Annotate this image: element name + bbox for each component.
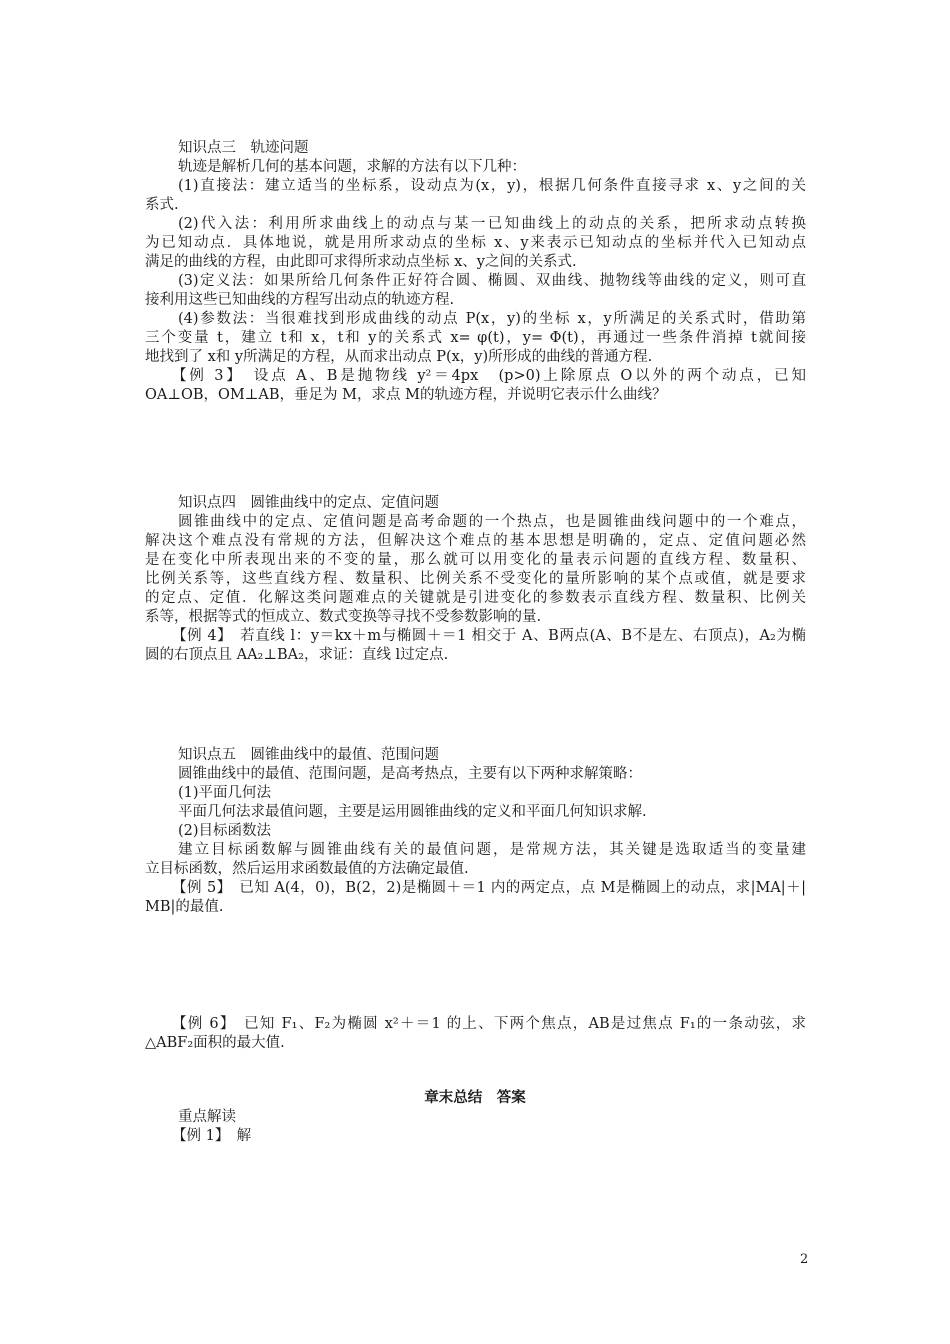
method4-line1: (4)参数法：当很难找到形成曲线的动点 P(x，y)的坐标 x，y所满足的关系式时，借助第 — [178, 311, 806, 327]
strategy1-text: 平面几何法求最值问题，主要是运用圆锥曲线的定义和平面几何知识求解. — [178, 804, 647, 820]
method2-line1: (2)代入法：利用所求曲线上的动点与某一已知曲线上的动点的关系，把所求动点转换 — [178, 216, 806, 232]
example6-line2: △ABF₂面积的最大值. — [145, 1035, 285, 1051]
example4-line2: 圆的右顶点且 AA₂⊥BA₂，求证：直线 l过定点. — [145, 647, 449, 663]
example3-line2: OA⊥OB，OM⊥AB，垂足为 M，求点 M的轨迹方程，并说明它表示什么曲线？ — [145, 387, 667, 403]
section4-para-line6: 系等，根据等式的恒成立、数式变换等寻找不受参数影响的量. — [145, 609, 542, 625]
example4-line1: 【例 4】 若直线 l：y＝kx＋m与椭圆＋＝1 相交于 A、B两点(A、B不是左、右顶点)，A₂为椭 — [172, 628, 806, 644]
answers-title: 章末总结 答案 — [424, 1090, 526, 1106]
section3-intro: 轨迹是解析几何的基本问题，求解的方法有以下几种： — [178, 159, 526, 175]
method2-line2: 为已知动点．具体地说，就是用所求动点的坐标 x、y来表示已知动点的坐标并代入已知动点 — [145, 235, 806, 251]
method3-line1: (3)定义法：如果所给几何条件正好符合圆、椭圆、双曲线、抛物线等曲线的定义，则可直 — [178, 273, 806, 289]
section5-intro: 圆锥曲线中的最值、范围问题，是高考热点，主要有以下两种求解策略： — [178, 766, 642, 782]
example5-line2: MB|的最值. — [145, 899, 224, 915]
example5-line1: 【例 5】 已知 A(4，0)，B(2，2)是椭圆＋＝1 内的两定点，点 M是椭圆上的动点，求|MA|＋| — [172, 880, 806, 896]
method1-line1: (1)直接法：建立适当的坐标系，设动点为(x，y)，根据几何条件直接寻求 x、y之间的关 — [178, 178, 806, 194]
strategy2-line1: 建立目标函数解与圆锥曲线有关的最值问题，是常规方法，其关键是选取适当的变量建 — [178, 842, 806, 858]
strategy2-line2: 立目标函数，然后运用求函数最值的方法确定最值. — [145, 861, 469, 877]
section4-para-line5: 的定点、定值．化解这类问题难点的关键就是引进变化的参数表示直线方程、数量积、比例关 — [145, 590, 806, 606]
section4-para-line1: 圆锥曲线中的定点、定值问题是高考命题的一个热点，也是圆锥曲线问题中的一个难点， — [178, 514, 806, 530]
section4-para-line2: 解决这个难点没有常规的方法，但解决这个难点的基本思想是明确的，定点、定值问题必然 — [145, 533, 806, 549]
section4-title: 知识点四 圆锥曲线中的定点、定值问题 — [178, 495, 439, 511]
method4-line2: 三个变量 t，建立 t和 x，t和 y的关系式 x= φ(t)，y= Φ(t)，再通过一些条件消掉 t就间接 — [145, 330, 806, 346]
section4-para-line3: 是在变化中所表现出来的不变的量，那么就可以用变化的量表示问题的直线方程、数量积、 — [145, 552, 806, 568]
method1-line2: 系式. — [145, 197, 179, 213]
answer-example1: 【例 1】 解 — [172, 1128, 252, 1144]
example6-line1: 【例 6】 已知 F₁、F₂为椭圆 x²＋＝1 的上、下两个焦点，AB是过焦点 F₁的一条动弦，求 — [172, 1016, 806, 1032]
section4-para-line4: 比例关系等，这些直线方程、数量积、比例关系不受变化的量所影响的某个点或值，就是要求 — [145, 571, 806, 587]
example3-line1: 【例 3】 设点 A、B是抛物线 y²＝4px (p>0)上除原点 O以外的两个动点，已知 — [172, 368, 806, 384]
method4-line3: 地找到了 x和 y所满足的方程，从而求出动点 P(x，y)所形成的曲线的普通方程. — [145, 349, 653, 365]
strategy1-heading: (1)平面几何法 — [178, 785, 272, 801]
method3-line2: 接利用这些已知曲线的方程写出动点的轨迹方程. — [145, 292, 455, 308]
method2-line3: 满足的曲线的方程，由此即可求得所求动点坐标 x、y之间的关系式. — [145, 254, 577, 270]
answers-subtitle: 重点解读 — [178, 1109, 236, 1125]
section5-title: 知识点五 圆锥曲线中的最值、范围问题 — [178, 747, 439, 763]
page-number: 2 — [800, 1252, 809, 1267]
strategy2-heading: (2)目标函数法 — [178, 823, 272, 839]
section3-title: 知识点三 轨迹问题 — [178, 140, 309, 156]
